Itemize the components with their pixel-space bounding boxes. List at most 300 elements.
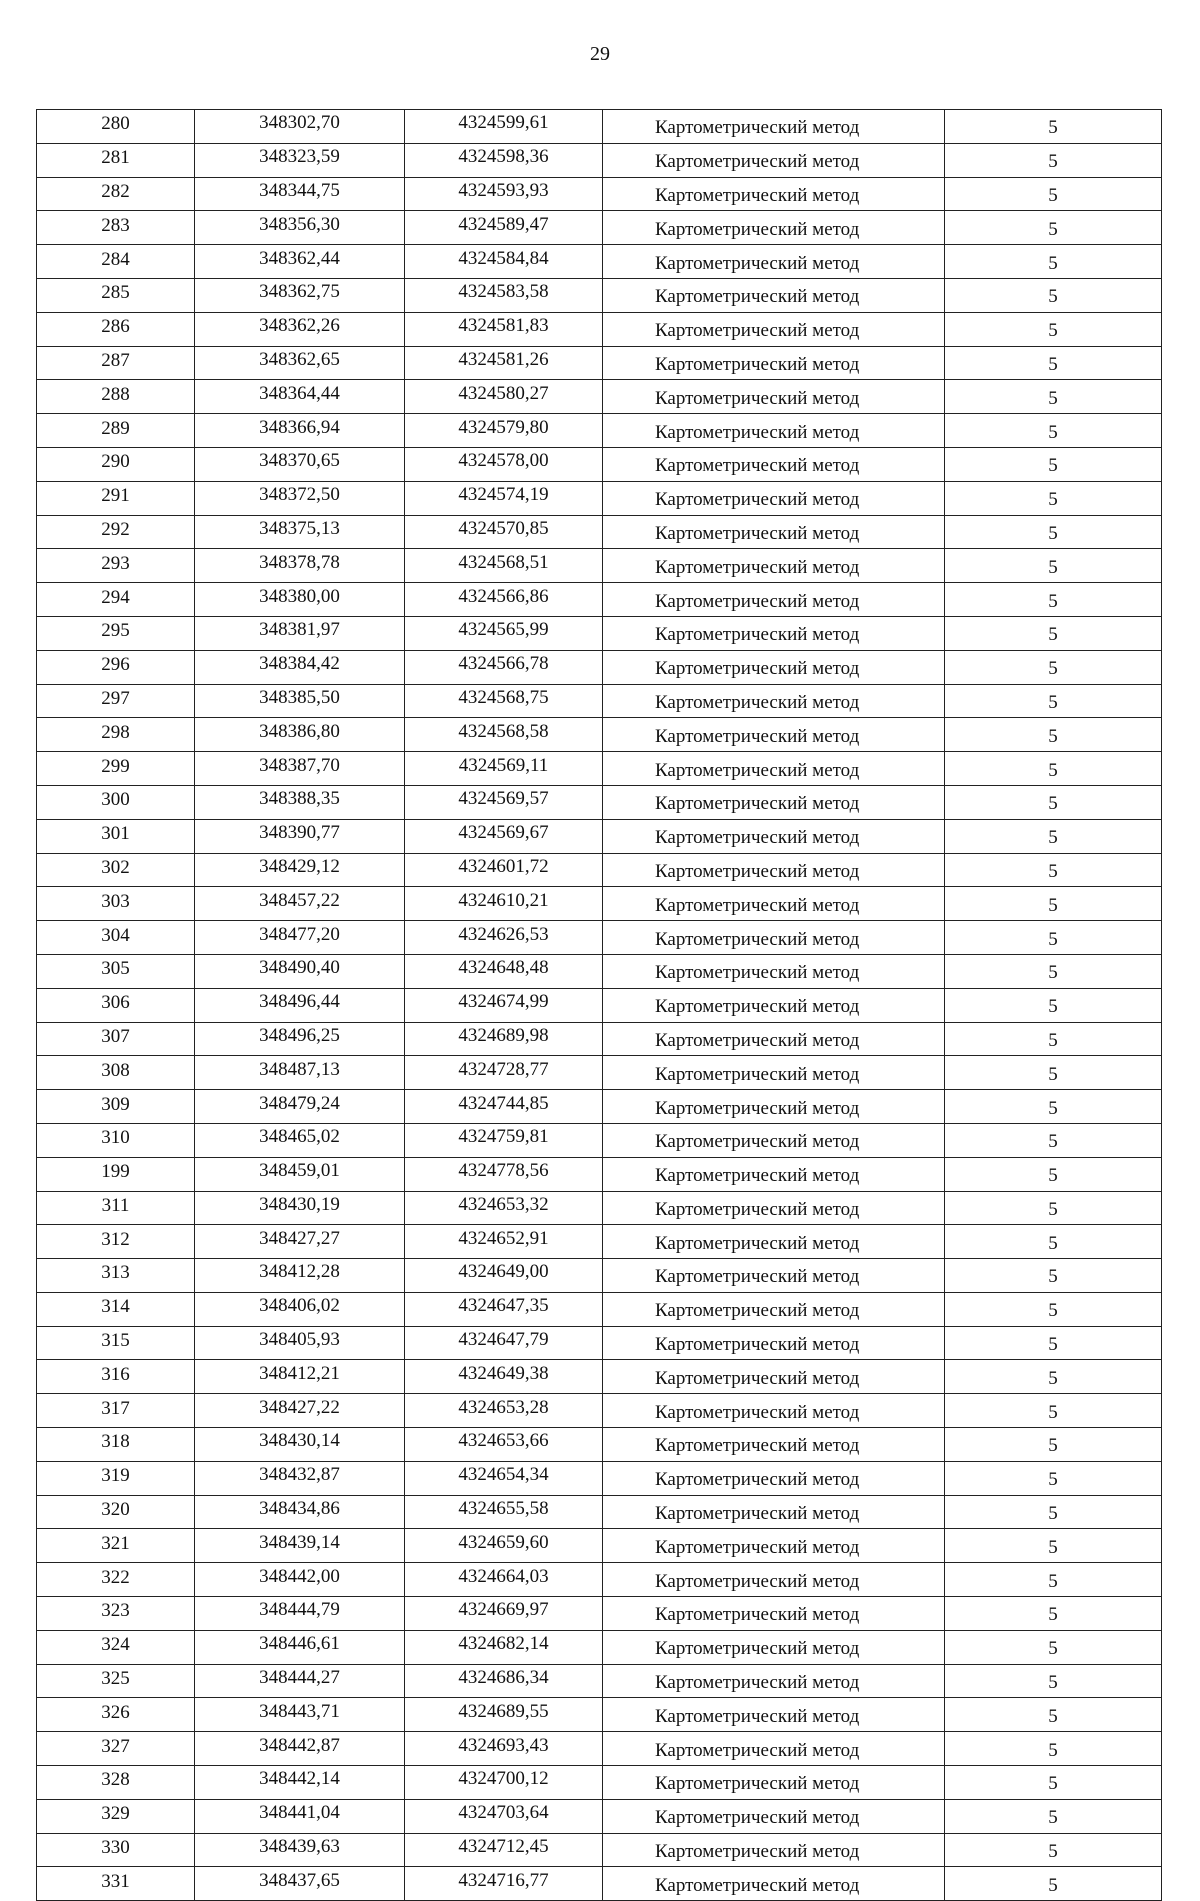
point-number-cell: 314 [37, 1292, 195, 1326]
table-row [37, 718, 1162, 752]
table-row [37, 211, 1162, 245]
point-number-cell: 318 [37, 1428, 195, 1462]
table-row [37, 853, 1162, 887]
point-number-cell: 285 [37, 278, 195, 312]
accuracy-cell: 5 [945, 1428, 1162, 1462]
point-number-cell: 291 [37, 481, 195, 515]
table-row [37, 1191, 1162, 1225]
x-coordinate-cell: 348465,02 [195, 1123, 405, 1157]
table-row [37, 988, 1162, 1022]
x-coordinate-cell: 348362,65 [195, 346, 405, 380]
accuracy-cell: 5 [945, 853, 1162, 887]
point-number-cell: 323 [37, 1597, 195, 1631]
table-row [37, 245, 1162, 279]
y-coordinate-cell: 4324626,53 [405, 921, 603, 955]
x-coordinate-cell: 348479,24 [195, 1090, 405, 1124]
y-coordinate-cell: 4324579,80 [405, 414, 603, 448]
method-cell: Картометрический метод [603, 583, 945, 617]
y-coordinate-cell: 4324654,34 [405, 1461, 603, 1495]
y-coordinate-cell: 4324566,78 [405, 650, 603, 684]
accuracy-cell: 5 [945, 684, 1162, 718]
accuracy-cell: 5 [945, 1056, 1162, 1090]
point-number-cell: 325 [37, 1664, 195, 1698]
x-coordinate-cell: 348388,35 [195, 785, 405, 819]
accuracy-cell: 5 [945, 1799, 1162, 1833]
x-coordinate-cell: 348444,79 [195, 1597, 405, 1631]
accuracy-cell: 5 [945, 245, 1162, 279]
method-cell: Картометрический метод [603, 346, 945, 380]
table-row [37, 785, 1162, 819]
method-cell: Картометрический метод [603, 819, 945, 853]
accuracy-cell: 5 [945, 1326, 1162, 1360]
method-cell: Картометрический метод [603, 414, 945, 448]
point-number-cell: 320 [37, 1495, 195, 1529]
accuracy-cell: 5 [945, 414, 1162, 448]
accuracy-cell: 5 [945, 1867, 1162, 1901]
y-coordinate-cell: 4324674,99 [405, 988, 603, 1022]
x-coordinate-cell: 348437,65 [195, 1867, 405, 1901]
method-cell: Картометрический метод [603, 245, 945, 279]
method-cell: Картометрический метод [603, 718, 945, 752]
accuracy-cell: 5 [945, 278, 1162, 312]
x-coordinate-cell: 348385,50 [195, 684, 405, 718]
table-row [37, 684, 1162, 718]
method-cell: Картометрический метод [603, 1563, 945, 1597]
x-coordinate-cell: 348496,44 [195, 988, 405, 1022]
point-number-cell: 303 [37, 887, 195, 921]
x-coordinate-cell: 348442,00 [195, 1563, 405, 1597]
point-number-cell: 321 [37, 1529, 195, 1563]
table-row [37, 752, 1162, 786]
table-row [37, 583, 1162, 617]
table-row [37, 650, 1162, 684]
page-number: 29 [590, 43, 610, 65]
accuracy-cell: 5 [945, 752, 1162, 786]
point-number-cell: 330 [37, 1833, 195, 1867]
x-coordinate-cell: 348439,14 [195, 1529, 405, 1563]
method-cell: Картометрический метод [603, 312, 945, 346]
accuracy-cell: 5 [945, 1090, 1162, 1124]
point-number-cell: 199 [37, 1157, 195, 1191]
x-coordinate-cell: 348390,77 [195, 819, 405, 853]
accuracy-cell: 5 [945, 143, 1162, 177]
accuracy-cell: 5 [945, 1123, 1162, 1157]
method-cell: Картометрический метод [603, 1664, 945, 1698]
point-number-cell: 284 [37, 245, 195, 279]
table-row [37, 1461, 1162, 1495]
table-row [37, 616, 1162, 650]
y-coordinate-cell: 4324584,84 [405, 245, 603, 279]
x-coordinate-cell: 348434,86 [195, 1495, 405, 1529]
method-cell: Картометрический метод [603, 954, 945, 988]
x-coordinate-cell: 348362,75 [195, 278, 405, 312]
x-coordinate-cell: 348375,13 [195, 515, 405, 549]
y-coordinate-cell: 4324568,51 [405, 549, 603, 583]
y-coordinate-cell: 4324647,35 [405, 1292, 603, 1326]
point-number-cell: 282 [37, 177, 195, 211]
method-cell: Картометрический метод [603, 278, 945, 312]
table-row [37, 1766, 1162, 1800]
table-row [37, 1090, 1162, 1124]
x-coordinate-cell: 348370,65 [195, 447, 405, 481]
method-cell: Картометрический метод [603, 752, 945, 786]
point-number-cell: 294 [37, 583, 195, 617]
y-coordinate-cell: 4324610,21 [405, 887, 603, 921]
table-row [37, 177, 1162, 211]
y-coordinate-cell: 4324653,32 [405, 1191, 603, 1225]
x-coordinate-cell: 348439,63 [195, 1833, 405, 1867]
table-row [37, 1630, 1162, 1664]
accuracy-cell: 5 [945, 988, 1162, 1022]
y-coordinate-cell: 4324601,72 [405, 853, 603, 887]
method-cell: Картометрический метод [603, 481, 945, 515]
method-cell: Картометрический метод [603, 549, 945, 583]
point-number-cell: 317 [37, 1394, 195, 1428]
y-coordinate-cell: 4324669,97 [405, 1597, 603, 1631]
x-coordinate-cell: 348442,14 [195, 1766, 405, 1800]
accuracy-cell: 5 [945, 1394, 1162, 1428]
point-number-cell: 287 [37, 346, 195, 380]
method-cell: Картометрический метод [603, 211, 945, 245]
accuracy-cell: 5 [945, 1597, 1162, 1631]
accuracy-cell: 5 [945, 1191, 1162, 1225]
table-row [37, 1833, 1162, 1867]
accuracy-cell: 5 [945, 616, 1162, 650]
y-coordinate-cell: 4324664,03 [405, 1563, 603, 1597]
method-cell: Картометрический метод [603, 380, 945, 414]
x-coordinate-cell: 348362,44 [195, 245, 405, 279]
x-coordinate-cell: 348427,27 [195, 1225, 405, 1259]
table-row [37, 1529, 1162, 1563]
method-cell: Картометрический метод [603, 1799, 945, 1833]
y-coordinate-cell: 4324578,00 [405, 447, 603, 481]
accuracy-cell: 5 [945, 515, 1162, 549]
y-coordinate-cell: 4324598,36 [405, 143, 603, 177]
method-cell: Картометрический метод [603, 988, 945, 1022]
method-cell: Картометрический метод [603, 1056, 945, 1090]
y-coordinate-cell: 4324693,43 [405, 1732, 603, 1766]
point-number-cell: 312 [37, 1225, 195, 1259]
accuracy-cell: 5 [945, 1495, 1162, 1529]
y-coordinate-cell: 4324653,28 [405, 1394, 603, 1428]
table-row [37, 1123, 1162, 1157]
x-coordinate-cell: 348386,80 [195, 718, 405, 752]
table-row [37, 143, 1162, 177]
x-coordinate-cell: 348364,44 [195, 380, 405, 414]
point-number-cell: 290 [37, 447, 195, 481]
method-cell: Картометрический метод [603, 684, 945, 718]
x-coordinate-cell: 348405,93 [195, 1326, 405, 1360]
x-coordinate-cell: 348443,71 [195, 1698, 405, 1732]
table-row [37, 1597, 1162, 1631]
coordinates-table [36, 109, 1162, 1901]
x-coordinate-cell: 348356,30 [195, 211, 405, 245]
y-coordinate-cell: 4324689,98 [405, 1022, 603, 1056]
accuracy-cell: 5 [945, 954, 1162, 988]
method-cell: Картометрический метод [603, 650, 945, 684]
point-number-cell: 281 [37, 143, 195, 177]
accuracy-cell: 5 [945, 1529, 1162, 1563]
x-coordinate-cell: 348490,40 [195, 954, 405, 988]
accuracy-cell: 5 [945, 549, 1162, 583]
y-coordinate-cell: 4324649,38 [405, 1360, 603, 1394]
point-number-cell: 327 [37, 1732, 195, 1766]
x-coordinate-cell: 348457,22 [195, 887, 405, 921]
table-row [37, 1326, 1162, 1360]
x-coordinate-cell: 348372,50 [195, 481, 405, 515]
table-row [37, 1495, 1162, 1529]
accuracy-cell: 5 [945, 1157, 1162, 1191]
y-coordinate-cell: 4324568,75 [405, 684, 603, 718]
accuracy-cell: 5 [945, 1292, 1162, 1326]
table-row [37, 1394, 1162, 1428]
x-coordinate-cell: 348384,42 [195, 650, 405, 684]
point-number-cell: 319 [37, 1461, 195, 1495]
method-cell: Картометрический метод [603, 1867, 945, 1901]
x-coordinate-cell: 348430,14 [195, 1428, 405, 1462]
accuracy-cell: 5 [945, 177, 1162, 211]
table-row [37, 549, 1162, 583]
x-coordinate-cell: 348387,70 [195, 752, 405, 786]
accuracy-cell: 5 [945, 211, 1162, 245]
accuracy-cell: 5 [945, 1766, 1162, 1800]
y-coordinate-cell: 4324593,93 [405, 177, 603, 211]
accuracy-cell: 5 [945, 1833, 1162, 1867]
x-coordinate-cell: 348487,13 [195, 1056, 405, 1090]
accuracy-cell: 5 [945, 110, 1162, 144]
accuracy-cell: 5 [945, 1225, 1162, 1259]
accuracy-cell: 5 [945, 1698, 1162, 1732]
point-number-cell: 298 [37, 718, 195, 752]
point-number-cell: 286 [37, 312, 195, 346]
point-number-cell: 292 [37, 515, 195, 549]
x-coordinate-cell: 348427,22 [195, 1394, 405, 1428]
method-cell: Картометрический метод [603, 177, 945, 211]
point-number-cell: 299 [37, 752, 195, 786]
point-number-cell: 315 [37, 1326, 195, 1360]
x-coordinate-cell: 348432,87 [195, 1461, 405, 1495]
accuracy-cell: 5 [945, 921, 1162, 955]
y-coordinate-cell: 4324581,26 [405, 346, 603, 380]
point-number-cell: 310 [37, 1123, 195, 1157]
y-coordinate-cell: 4324689,55 [405, 1698, 603, 1732]
table-row [37, 1360, 1162, 1394]
y-coordinate-cell: 4324653,66 [405, 1428, 603, 1462]
method-cell: Картометрический метод [603, 1326, 945, 1360]
table-row [37, 954, 1162, 988]
y-coordinate-cell: 4324581,83 [405, 312, 603, 346]
table-row [37, 1292, 1162, 1326]
y-coordinate-cell: 4324744,85 [405, 1090, 603, 1124]
x-coordinate-cell: 348412,21 [195, 1360, 405, 1394]
accuracy-cell: 5 [945, 650, 1162, 684]
x-coordinate-cell: 348477,20 [195, 921, 405, 955]
table-row [37, 1732, 1162, 1766]
y-coordinate-cell: 4324759,81 [405, 1123, 603, 1157]
point-number-cell: 326 [37, 1698, 195, 1732]
y-coordinate-cell: 4324682,14 [405, 1630, 603, 1664]
table-row [37, 278, 1162, 312]
method-cell: Картометрический метод [603, 1191, 945, 1225]
point-number-cell: 309 [37, 1090, 195, 1124]
table-row [37, 1799, 1162, 1833]
table-row [37, 515, 1162, 549]
x-coordinate-cell: 348444,27 [195, 1664, 405, 1698]
method-cell: Картометрический метод [603, 1022, 945, 1056]
point-number-cell: 288 [37, 380, 195, 414]
x-coordinate-cell: 348429,12 [195, 853, 405, 887]
point-number-cell: 306 [37, 988, 195, 1022]
method-cell: Картометрический метод [603, 1157, 945, 1191]
method-cell: Картометрический метод [603, 1292, 945, 1326]
table-row [37, 447, 1162, 481]
x-coordinate-cell: 348366,94 [195, 414, 405, 448]
method-cell: Картометрический метод [603, 616, 945, 650]
point-number-cell: 331 [37, 1867, 195, 1901]
y-coordinate-cell: 4324716,77 [405, 1867, 603, 1901]
accuracy-cell: 5 [945, 447, 1162, 481]
point-number-cell: 289 [37, 414, 195, 448]
x-coordinate-cell: 348381,97 [195, 616, 405, 650]
table-row [37, 414, 1162, 448]
x-coordinate-cell: 348406,02 [195, 1292, 405, 1326]
y-coordinate-cell: 4324580,27 [405, 380, 603, 414]
method-cell: Картометрический метод [603, 1394, 945, 1428]
accuracy-cell: 5 [945, 819, 1162, 853]
point-number-cell: 307 [37, 1022, 195, 1056]
accuracy-cell: 5 [945, 785, 1162, 819]
x-coordinate-cell: 348441,04 [195, 1799, 405, 1833]
method-cell: Картометрический метод [603, 1732, 945, 1766]
y-coordinate-cell: 4324569,11 [405, 752, 603, 786]
method-cell: Картометрический метод [603, 1833, 945, 1867]
method-cell: Картометрический метод [603, 1123, 945, 1157]
table-row [37, 346, 1162, 380]
accuracy-cell: 5 [945, 1360, 1162, 1394]
x-coordinate-cell: 348459,01 [195, 1157, 405, 1191]
table-row [37, 1022, 1162, 1056]
point-number-cell: 300 [37, 785, 195, 819]
method-cell: Картометрический метод [603, 1461, 945, 1495]
method-cell: Картометрический метод [603, 1766, 945, 1800]
accuracy-cell: 5 [945, 1732, 1162, 1766]
y-coordinate-cell: 4324583,58 [405, 278, 603, 312]
point-number-cell: 295 [37, 616, 195, 650]
x-coordinate-cell: 348446,61 [195, 1630, 405, 1664]
point-number-cell: 329 [37, 1799, 195, 1833]
point-number-cell: 302 [37, 853, 195, 887]
y-coordinate-cell: 4324574,19 [405, 481, 603, 515]
method-cell: Картометрический метод [603, 110, 945, 144]
x-coordinate-cell: 348442,87 [195, 1732, 405, 1766]
point-number-cell: 313 [37, 1259, 195, 1293]
x-coordinate-cell: 348378,78 [195, 549, 405, 583]
accuracy-cell: 5 [945, 1259, 1162, 1293]
table-row [37, 481, 1162, 515]
method-cell: Картометрический метод [603, 921, 945, 955]
x-coordinate-cell: 348344,75 [195, 177, 405, 211]
x-coordinate-cell: 348362,26 [195, 312, 405, 346]
point-number-cell: 311 [37, 1191, 195, 1225]
y-coordinate-cell: 4324728,77 [405, 1056, 603, 1090]
coordinates-table-body [37, 110, 1162, 1901]
accuracy-cell: 5 [945, 583, 1162, 617]
table-row [37, 1664, 1162, 1698]
point-number-cell: 328 [37, 1766, 195, 1800]
y-coordinate-cell: 4324659,60 [405, 1529, 603, 1563]
method-cell: Картометрический метод [603, 1225, 945, 1259]
y-coordinate-cell: 4324647,79 [405, 1326, 603, 1360]
x-coordinate-cell: 348323,59 [195, 143, 405, 177]
y-coordinate-cell: 4324778,56 [405, 1157, 603, 1191]
point-number-cell: 283 [37, 211, 195, 245]
point-number-cell: 305 [37, 954, 195, 988]
method-cell: Картометрический метод [603, 853, 945, 887]
x-coordinate-cell: 348380,00 [195, 583, 405, 617]
y-coordinate-cell: 4324569,57 [405, 785, 603, 819]
point-number-cell: 324 [37, 1630, 195, 1664]
y-coordinate-cell: 4324686,34 [405, 1664, 603, 1698]
y-coordinate-cell: 4324568,58 [405, 718, 603, 752]
method-cell: Картометрический метод [603, 515, 945, 549]
accuracy-cell: 5 [945, 1563, 1162, 1597]
x-coordinate-cell: 348496,25 [195, 1022, 405, 1056]
x-coordinate-cell: 348302,70 [195, 110, 405, 144]
table-row [37, 819, 1162, 853]
method-cell: Картометрический метод [603, 1090, 945, 1124]
y-coordinate-cell: 4324589,47 [405, 211, 603, 245]
method-cell: Картометрический метод [603, 1495, 945, 1529]
y-coordinate-cell: 4324655,58 [405, 1495, 603, 1529]
table-row [37, 1867, 1162, 1901]
method-cell: Картометрический метод [603, 1360, 945, 1394]
x-coordinate-cell: 348430,19 [195, 1191, 405, 1225]
x-coordinate-cell: 348412,28 [195, 1259, 405, 1293]
point-number-cell: 322 [37, 1563, 195, 1597]
y-coordinate-cell: 4324700,12 [405, 1766, 603, 1800]
point-number-cell: 308 [37, 1056, 195, 1090]
y-coordinate-cell: 4324703,64 [405, 1799, 603, 1833]
table-row [37, 887, 1162, 921]
point-number-cell: 316 [37, 1360, 195, 1394]
table-row [37, 380, 1162, 414]
table-row [37, 1157, 1162, 1191]
y-coordinate-cell: 4324566,86 [405, 583, 603, 617]
method-cell: Картометрический метод [603, 1428, 945, 1462]
method-cell: Картометрический метод [603, 143, 945, 177]
method-cell: Картометрический метод [603, 1597, 945, 1631]
y-coordinate-cell: 4324649,00 [405, 1259, 603, 1293]
y-coordinate-cell: 4324712,45 [405, 1833, 603, 1867]
y-coordinate-cell: 4324565,99 [405, 616, 603, 650]
y-coordinate-cell: 4324599,61 [405, 110, 603, 144]
method-cell: Картометрический метод [603, 1698, 945, 1732]
point-number-cell: 304 [37, 921, 195, 955]
y-coordinate-cell: 4324652,91 [405, 1225, 603, 1259]
table-row [37, 1225, 1162, 1259]
point-number-cell: 280 [37, 110, 195, 144]
method-cell: Картометрический метод [603, 1630, 945, 1664]
method-cell: Картометрический метод [603, 1259, 945, 1293]
point-number-cell: 296 [37, 650, 195, 684]
table-row [37, 1056, 1162, 1090]
accuracy-cell: 5 [945, 380, 1162, 414]
table-row [37, 312, 1162, 346]
accuracy-cell: 5 [945, 346, 1162, 380]
accuracy-cell: 5 [945, 1630, 1162, 1664]
accuracy-cell: 5 [945, 1461, 1162, 1495]
point-number-cell: 293 [37, 549, 195, 583]
